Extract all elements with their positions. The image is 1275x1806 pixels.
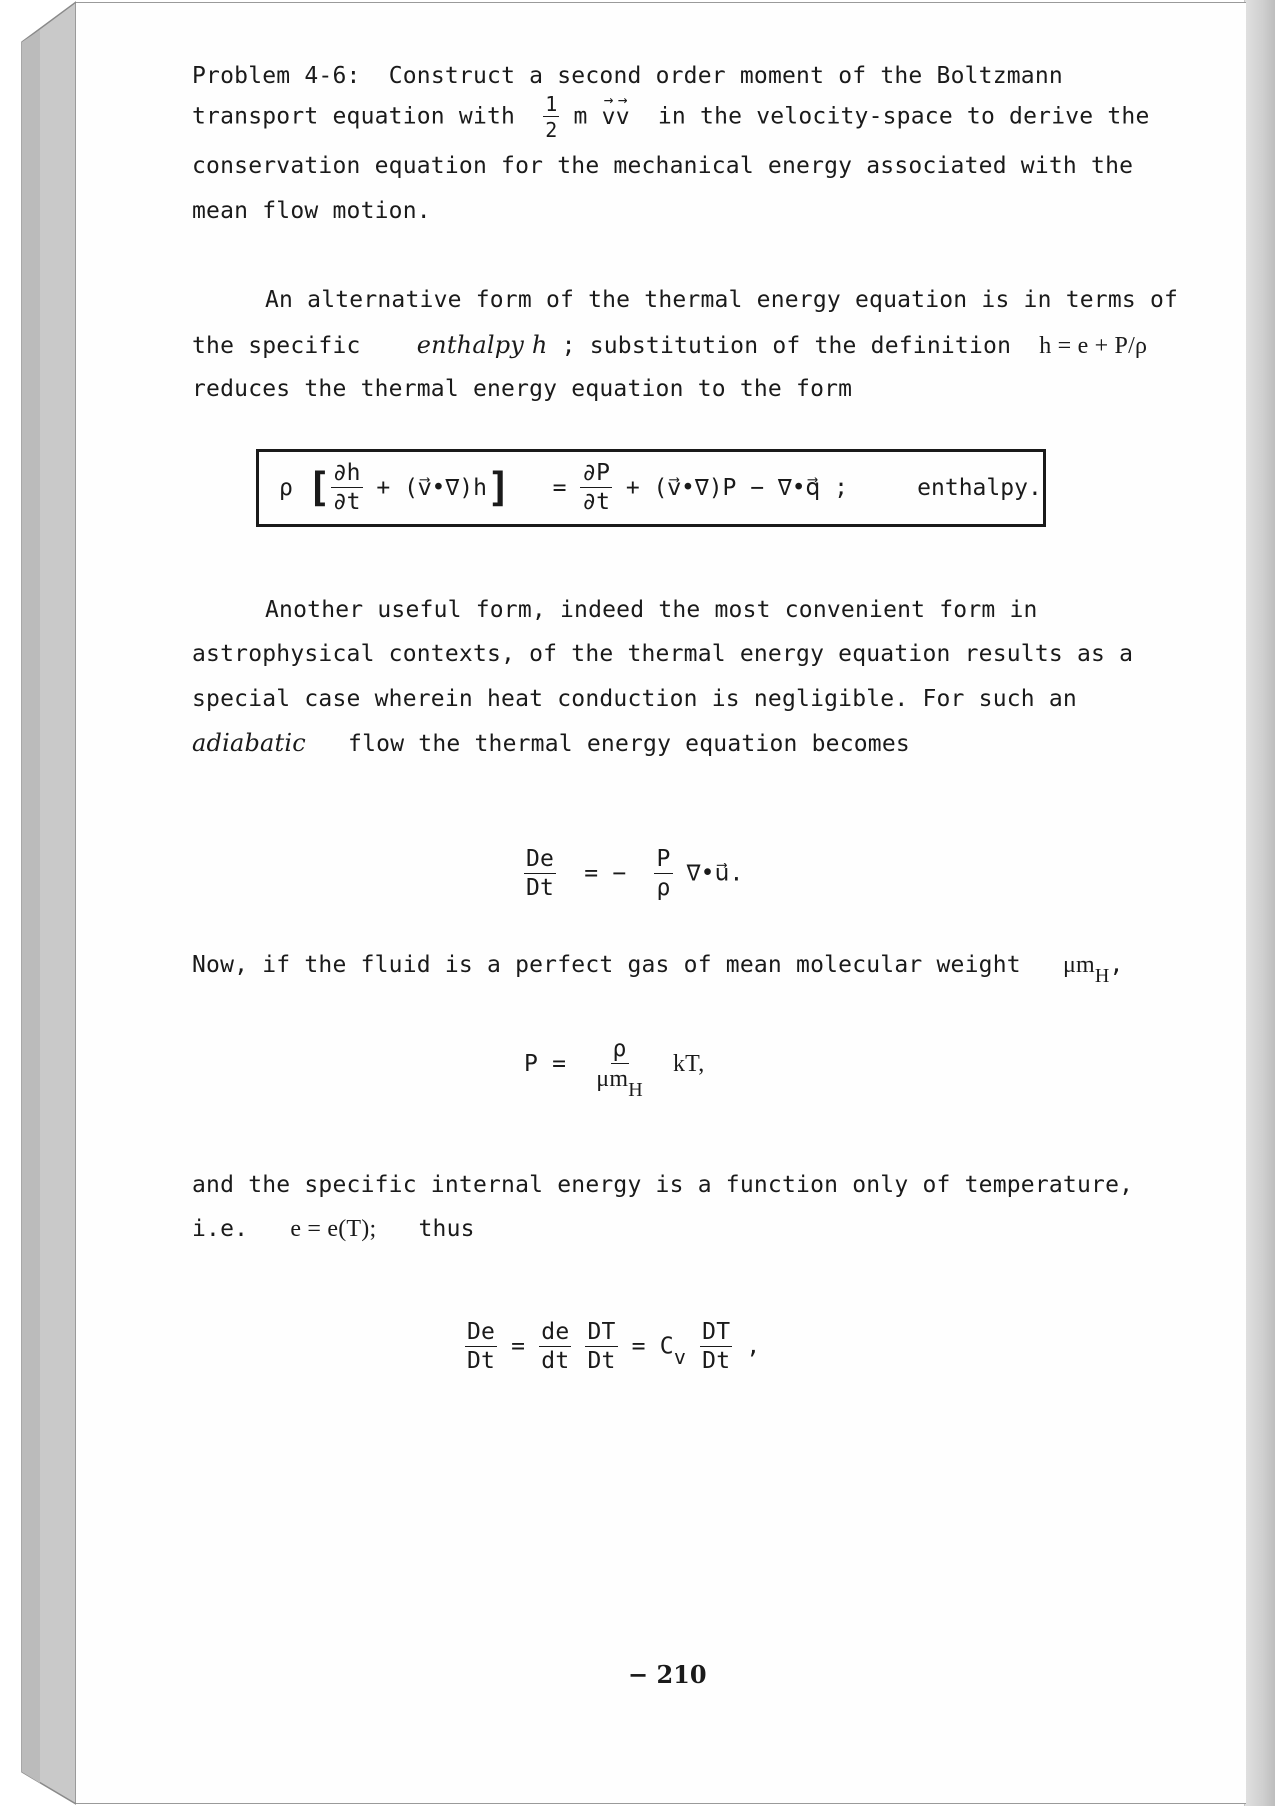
- gas-equation: P = $\frac{\rho}{\text{μmH}}$ kT,: [524, 1036, 705, 1101]
- para4-line-1: and the specific internal energy is a function only of temperature,: [192, 1172, 1134, 1198]
- para2-line-2: astrophysical contexts, of the thermal energy equation results as a: [192, 641, 1134, 667]
- problem-line-1: Problem 4-6: Construct a second order moment of the Boltzmann: [192, 63, 1063, 89]
- rho-mu-fraction: $\frac{\rho}{\text{μmH}}$: [596, 1036, 643, 1101]
- para2-line-4: adiabatic flow the thermal energy equation becomes: [192, 729, 910, 757]
- para1-line-2: the specific enthalpy h ; substitution of the definition h = e + P/ρ: [192, 331, 1148, 359]
- para3-line: Now, if the fluid is a perfect gas of mean molecular weight μmH,: [192, 952, 1124, 987]
- para2-line-1: Another useful form, indeed the most convenient form in: [265, 597, 1038, 623]
- problem-line-2: transport equation with $\frac{1}{2}$ m → v→ v in the velocity-space to derive the: [192, 94, 1150, 140]
- de-dt-fraction: $\frac{de}{dt}$: [541, 1319, 570, 1374]
- para4-line-2: i.e. e = e(T); thus: [192, 1216, 475, 1242]
- para2-line-3: special case wherein heat conduction is negligible. For such an: [192, 686, 1077, 712]
- P-rho-fraction: $\frac{P}{\rho}$: [656, 846, 671, 901]
- para1-line-3: reduces the thermal energy equation to the form: [192, 376, 853, 402]
- final-equation: $\frac{De}{Dt}$ = $\frac{de}{dt}$ $\frac{DT}{Dt}$ = Cv $\frac{DT}{Dt}$ ,: [467, 1319, 761, 1374]
- left-bracket: [: [306, 465, 331, 511]
- problem-line-4: mean flow motion.: [192, 198, 431, 224]
- right-bracket: ]: [486, 465, 512, 511]
- para1-line-1: An alternative form of the thermal energy equation is in terms of: [265, 287, 1179, 313]
- DT-Dt-fraction: $\frac{DT}{Dt}$: [587, 1319, 616, 1374]
- dh-dt-fraction: $\frac{\partial h}{\partial t}$: [332, 460, 361, 515]
- page-sheet: [76, 2, 1246, 1804]
- page-number: − 210: [628, 1660, 707, 1689]
- half-fraction: $\frac{1}{2}$: [545, 92, 558, 142]
- adiabatic-equation: $\frac{De}{Dt}$ = − $\frac{P}{\rho}$ ∇•u⃗.: [526, 846, 744, 901]
- enthalpy-label: enthalpy.: [917, 475, 1042, 501]
- book-right-edge: [1244, 0, 1275, 1806]
- problem-label: Problem 4-6:: [192, 63, 361, 89]
- vector-v-2: → v: [616, 104, 630, 130]
- vector-v-1: → v: [602, 104, 616, 130]
- dP-dt-fraction: $\frac{\partial P}{\partial t}$: [582, 460, 610, 515]
- De-Dt-fraction-2: $\frac{De}{Dt}$: [467, 1319, 496, 1374]
- De-Dt-fraction: $\frac{De}{Dt}$: [526, 846, 555, 901]
- book-left-edge: [0, 0, 76, 1806]
- enthalpy-equation-box: ρ [ $\frac{\partial h}{\partial t}$ + (v⃗•∇)h ] = $\frac{\partial P}{\partial t}$ + (v⃗•∇)P − ∇•q⃗ ; enthalpy.: [256, 449, 1046, 527]
- DT-Dt-fraction-2: $\frac{DT}{Dt}$: [702, 1319, 731, 1374]
- problem-line-3: conservation equation for the mechanical energy associated with the: [192, 153, 1134, 179]
